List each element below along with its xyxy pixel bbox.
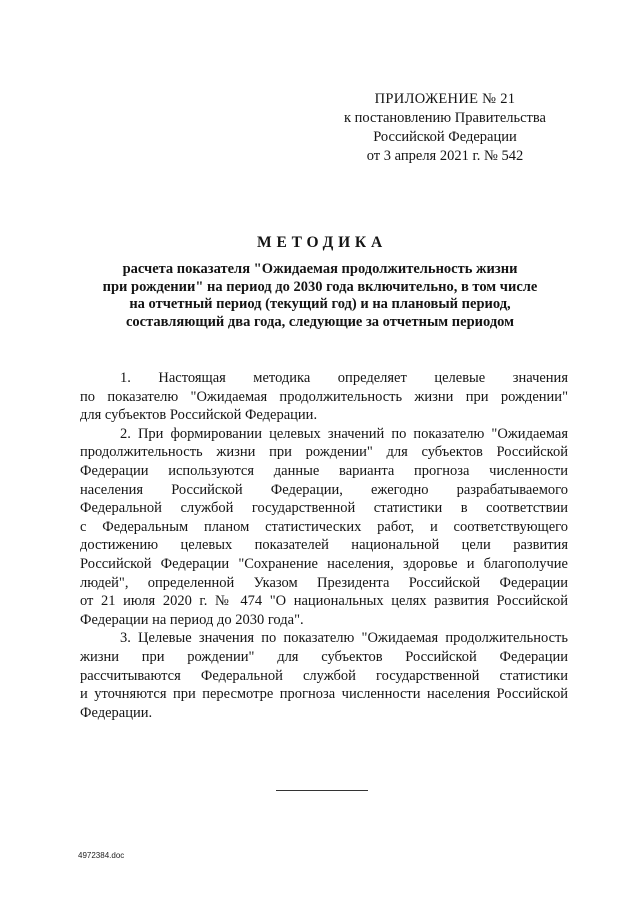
appendix-line-date-number: от 3 апреля 2021 г. № 542 (366, 148, 524, 164)
paragraph-line: 3. Целевые значения по показателю "Ожидаемая продолжительность (120, 630, 568, 647)
paragraph-line: Федерации используются данные варианта прогноза численности (80, 462, 568, 479)
appendix-line-federation: Российской Федерации (373, 129, 517, 145)
paragraph-line: продолжительность жизни при рождении" для субъектов Российской (80, 444, 568, 461)
closing-divider (276, 790, 368, 791)
paragraph-line: 1. Настоящая методика определяет целевые значения (120, 370, 568, 386)
subtitle-line: расчета показателя "Ожидаемая продолжительность жизни (122, 261, 518, 277)
paragraph-line: и уточняются при пересмотре прогноза численности населения Российской (80, 686, 568, 703)
paragraph-line: Федерации на период до 2030 года". (80, 611, 304, 628)
paragraph-line: Федерации. (80, 704, 153, 721)
paragraph-line: 2. При формировании целевых значений по показателю "Ожидаемая (120, 425, 568, 442)
appendix-line-resolution: к постановлению Правительства (344, 110, 546, 126)
document-subtitle (60, 261, 580, 331)
paragraph-line: населения Российской Федерации, ежегодно разрабатываемого (80, 481, 568, 498)
paragraph-2 (80, 425, 568, 630)
paragraph-line: рассчитываются Федеральной службой государственной статистики (80, 667, 568, 684)
document-title: МЕТОДИКА (257, 234, 387, 251)
paragraph-line: с Федеральным планом статистических работ, и соответствующего (80, 518, 568, 535)
appendix-header (330, 90, 560, 166)
subtitle-line: составляющий два года, следующие за отчетным периодом (125, 313, 515, 330)
appendix-title: ПРИЛОЖЕНИЕ № 21 (374, 91, 516, 107)
paragraph-line: достижению целевых показателей национальной цели развития (80, 537, 568, 554)
subtitle-line: на отчетный период (текущий год) и на плановый период, (129, 296, 511, 312)
subtitle-line: при рождении" на период до 2030 года включительно, в том числе (102, 278, 538, 295)
paragraph-line: Федеральной службой государственной статистики в соответствии (80, 500, 568, 517)
paragraph-3 (80, 629, 568, 722)
document-body (80, 369, 568, 722)
paragraph-line: жизни при рождении" для субъектов Российской Федерации (80, 648, 568, 665)
paragraph-line: от 21 июля 2020 г. № 474 "О национальных целях развития Российской (80, 593, 568, 610)
footer-filename: 4972384.doc (78, 851, 125, 860)
paragraph-line: людей", определенной Указом Президента Российской Федерации (80, 574, 568, 591)
paragraph-line: Российской Федерации "Сохранение населения, здоровье и благополучие (80, 555, 568, 572)
paragraph-1 (80, 369, 568, 425)
paragraph-line: для субъектов Российской Федерации. (80, 407, 318, 424)
paragraph-line: по показателю "Ожидаемая продолжительность жизни при рождении" (80, 388, 568, 405)
